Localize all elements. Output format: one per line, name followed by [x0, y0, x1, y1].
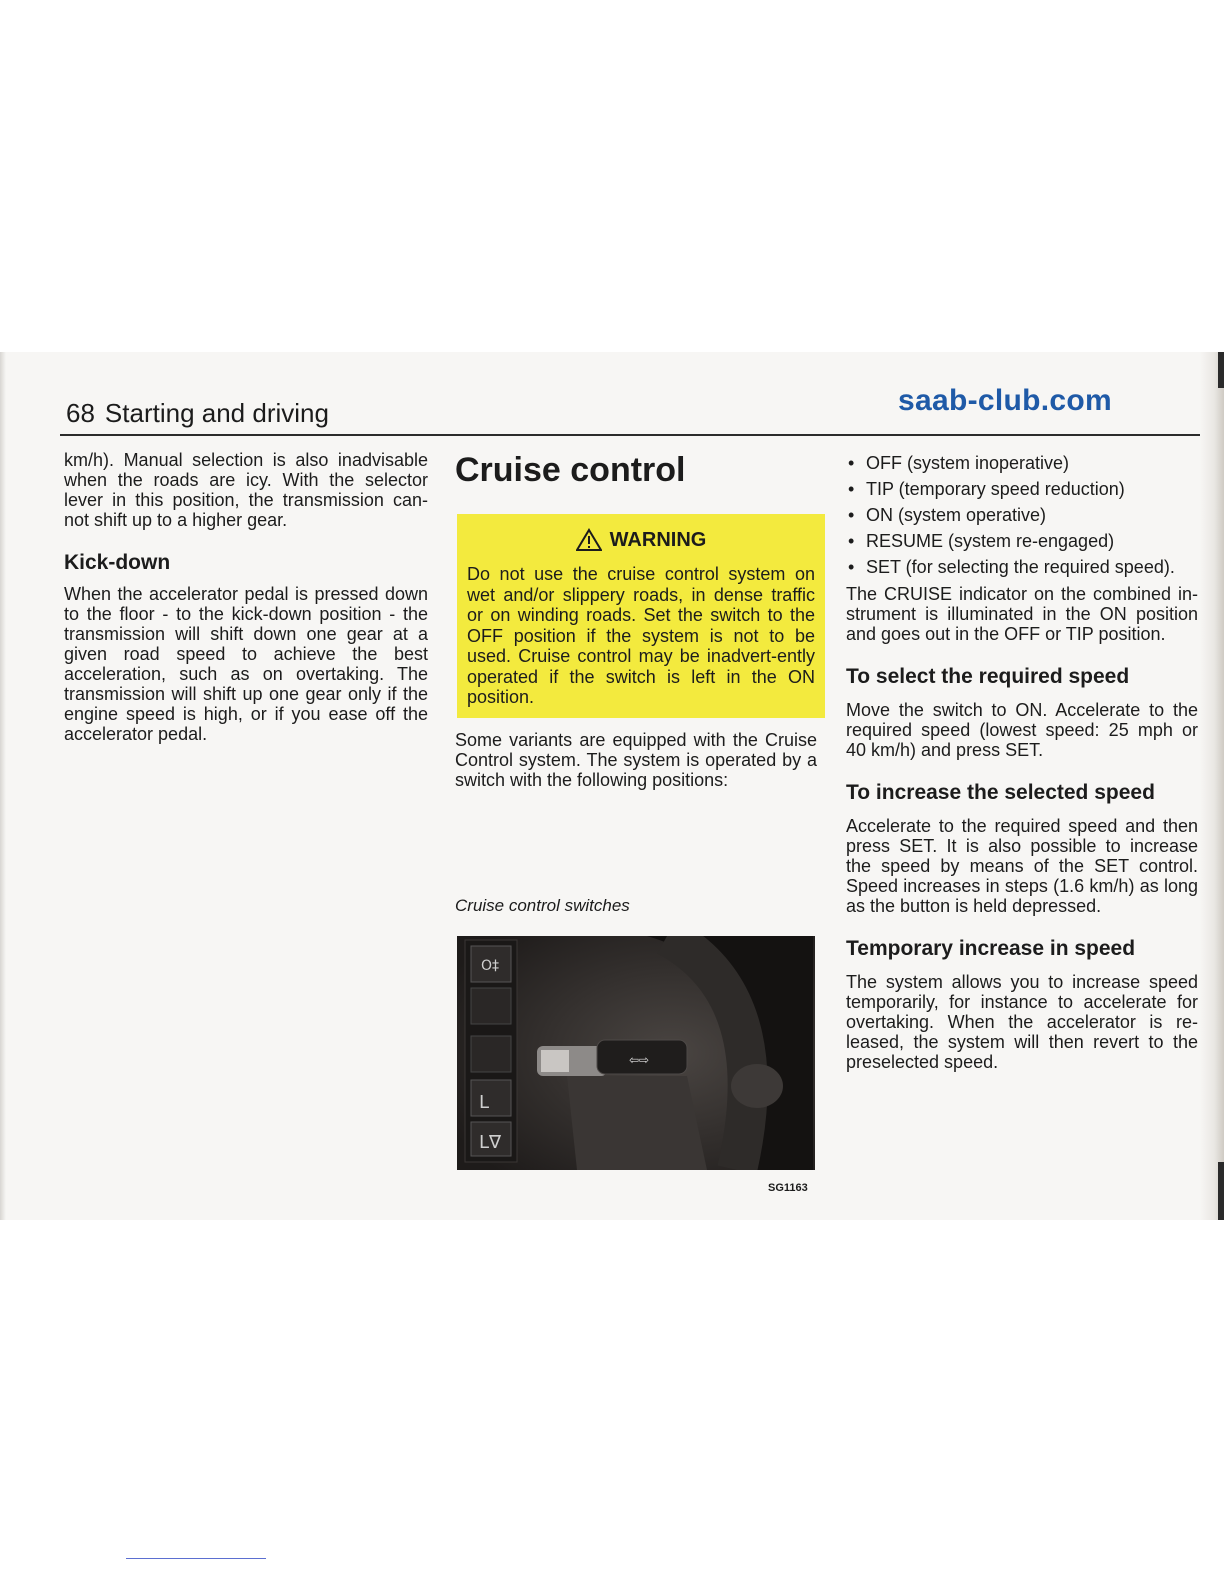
svg-text:⇦⇨: ⇦⇨	[629, 1053, 650, 1067]
list-item: • SET (for selecting the required speed).	[846, 554, 1198, 580]
cruise-intro-paragraph: Some variants are equipped with the Cruise Control system. The system is operated by a switch with the following positions:	[455, 729, 817, 790]
warning-triangle-icon	[576, 528, 602, 552]
kickdown-paragraph: When the accelerator pedal is pressed down to the floor - to the kick-down position - the transmission will shift down one gear at a given road speed to achieve the best acceleration, such as on overtaking. The transmission will shift up one gear only if the engine speed is high, or if you ease off the accelerator pedal.	[64, 584, 428, 744]
select-speed-paragraph: Move the switch to ON. Accelerate to the required speed (lowest speed: 25 mph or 40 km/h) and press SET.	[846, 700, 1198, 760]
indicator-paragraph: The CRUISE indicator on the combined in-strument is illuminated in the ON position and goes out in the OFF or TIP position.	[846, 584, 1198, 644]
list-item: • TIP (temporary speed reduction)	[846, 476, 1198, 502]
select-speed-heading: To select the required speed	[846, 665, 1130, 688]
kickdown-heading: Kick-down	[64, 551, 171, 574]
figure-code: SG1163	[768, 1182, 808, 1194]
column-middle	[455, 450, 817, 916]
page-number: 68	[66, 398, 95, 428]
cruise-control-title: Cruise control	[455, 451, 686, 489]
cruise-control-photo	[457, 936, 815, 1170]
warning-box	[457, 514, 825, 718]
right-page-edge	[1200, 352, 1224, 1220]
temporary-increase-paragraph: The system allows you to increase speed temporarily, for instance to accelerate for overtaking. When the accelerator is re-leased, the system will then revert to the preselected speed.	[846, 972, 1198, 1072]
warning-header	[467, 528, 815, 552]
increase-speed-heading: To increase the selected speed	[846, 781, 1155, 804]
intro-paragraph: km/h). Manual selection is also inadvisable when the roads are icy. With the selector lever in this position, the transmission can-not shift up to a higher gear.	[64, 450, 428, 530]
column-right	[846, 450, 1198, 1072]
increase-speed-paragraph: Accelerate to the required speed and then press SET. It is also possible to increase the speed by means of the SET control. Speed increases in steps (1.6 km/h) as long as the button is held depressed.	[846, 816, 1198, 916]
spine-shadow	[0, 352, 6, 1220]
page-edge-tab	[1218, 352, 1224, 388]
header-rule	[60, 434, 1200, 436]
warning-text: Do not use the cruise control system on wet and/or slippery roads, in dense traffic or on winding roads. Set the switch to the OFF position if the system is not to be used. Cruise control may be inadvert-ently operated if the switch is left in the ON position.	[467, 564, 815, 707]
figure-caption: Cruise control switches	[455, 895, 630, 915]
svg-text:L: L	[479, 1092, 490, 1113]
warning-label: WARNING	[609, 528, 707, 551]
svg-text:O‡: O‡	[481, 958, 500, 974]
section-title: Starting and driving	[104, 398, 329, 428]
temporary-increase-heading: Temporary increase in speed	[846, 937, 1136, 960]
watermark: saab-club.com	[898, 384, 1112, 417]
svg-text:L∇: L∇	[479, 1132, 502, 1153]
list-item: • OFF (system inoperative)	[846, 450, 1198, 476]
cruise-switch-illustration	[457, 936, 815, 1170]
page-header	[66, 398, 329, 429]
page-edge-tab	[1218, 1162, 1224, 1220]
switch-positions-list	[846, 450, 1198, 580]
list-item: • ON (system operative)	[846, 502, 1198, 528]
list-item: • RESUME (system re-engaged)	[846, 528, 1198, 554]
column-left	[64, 450, 428, 744]
bottom-link-underline	[126, 1558, 266, 1559]
